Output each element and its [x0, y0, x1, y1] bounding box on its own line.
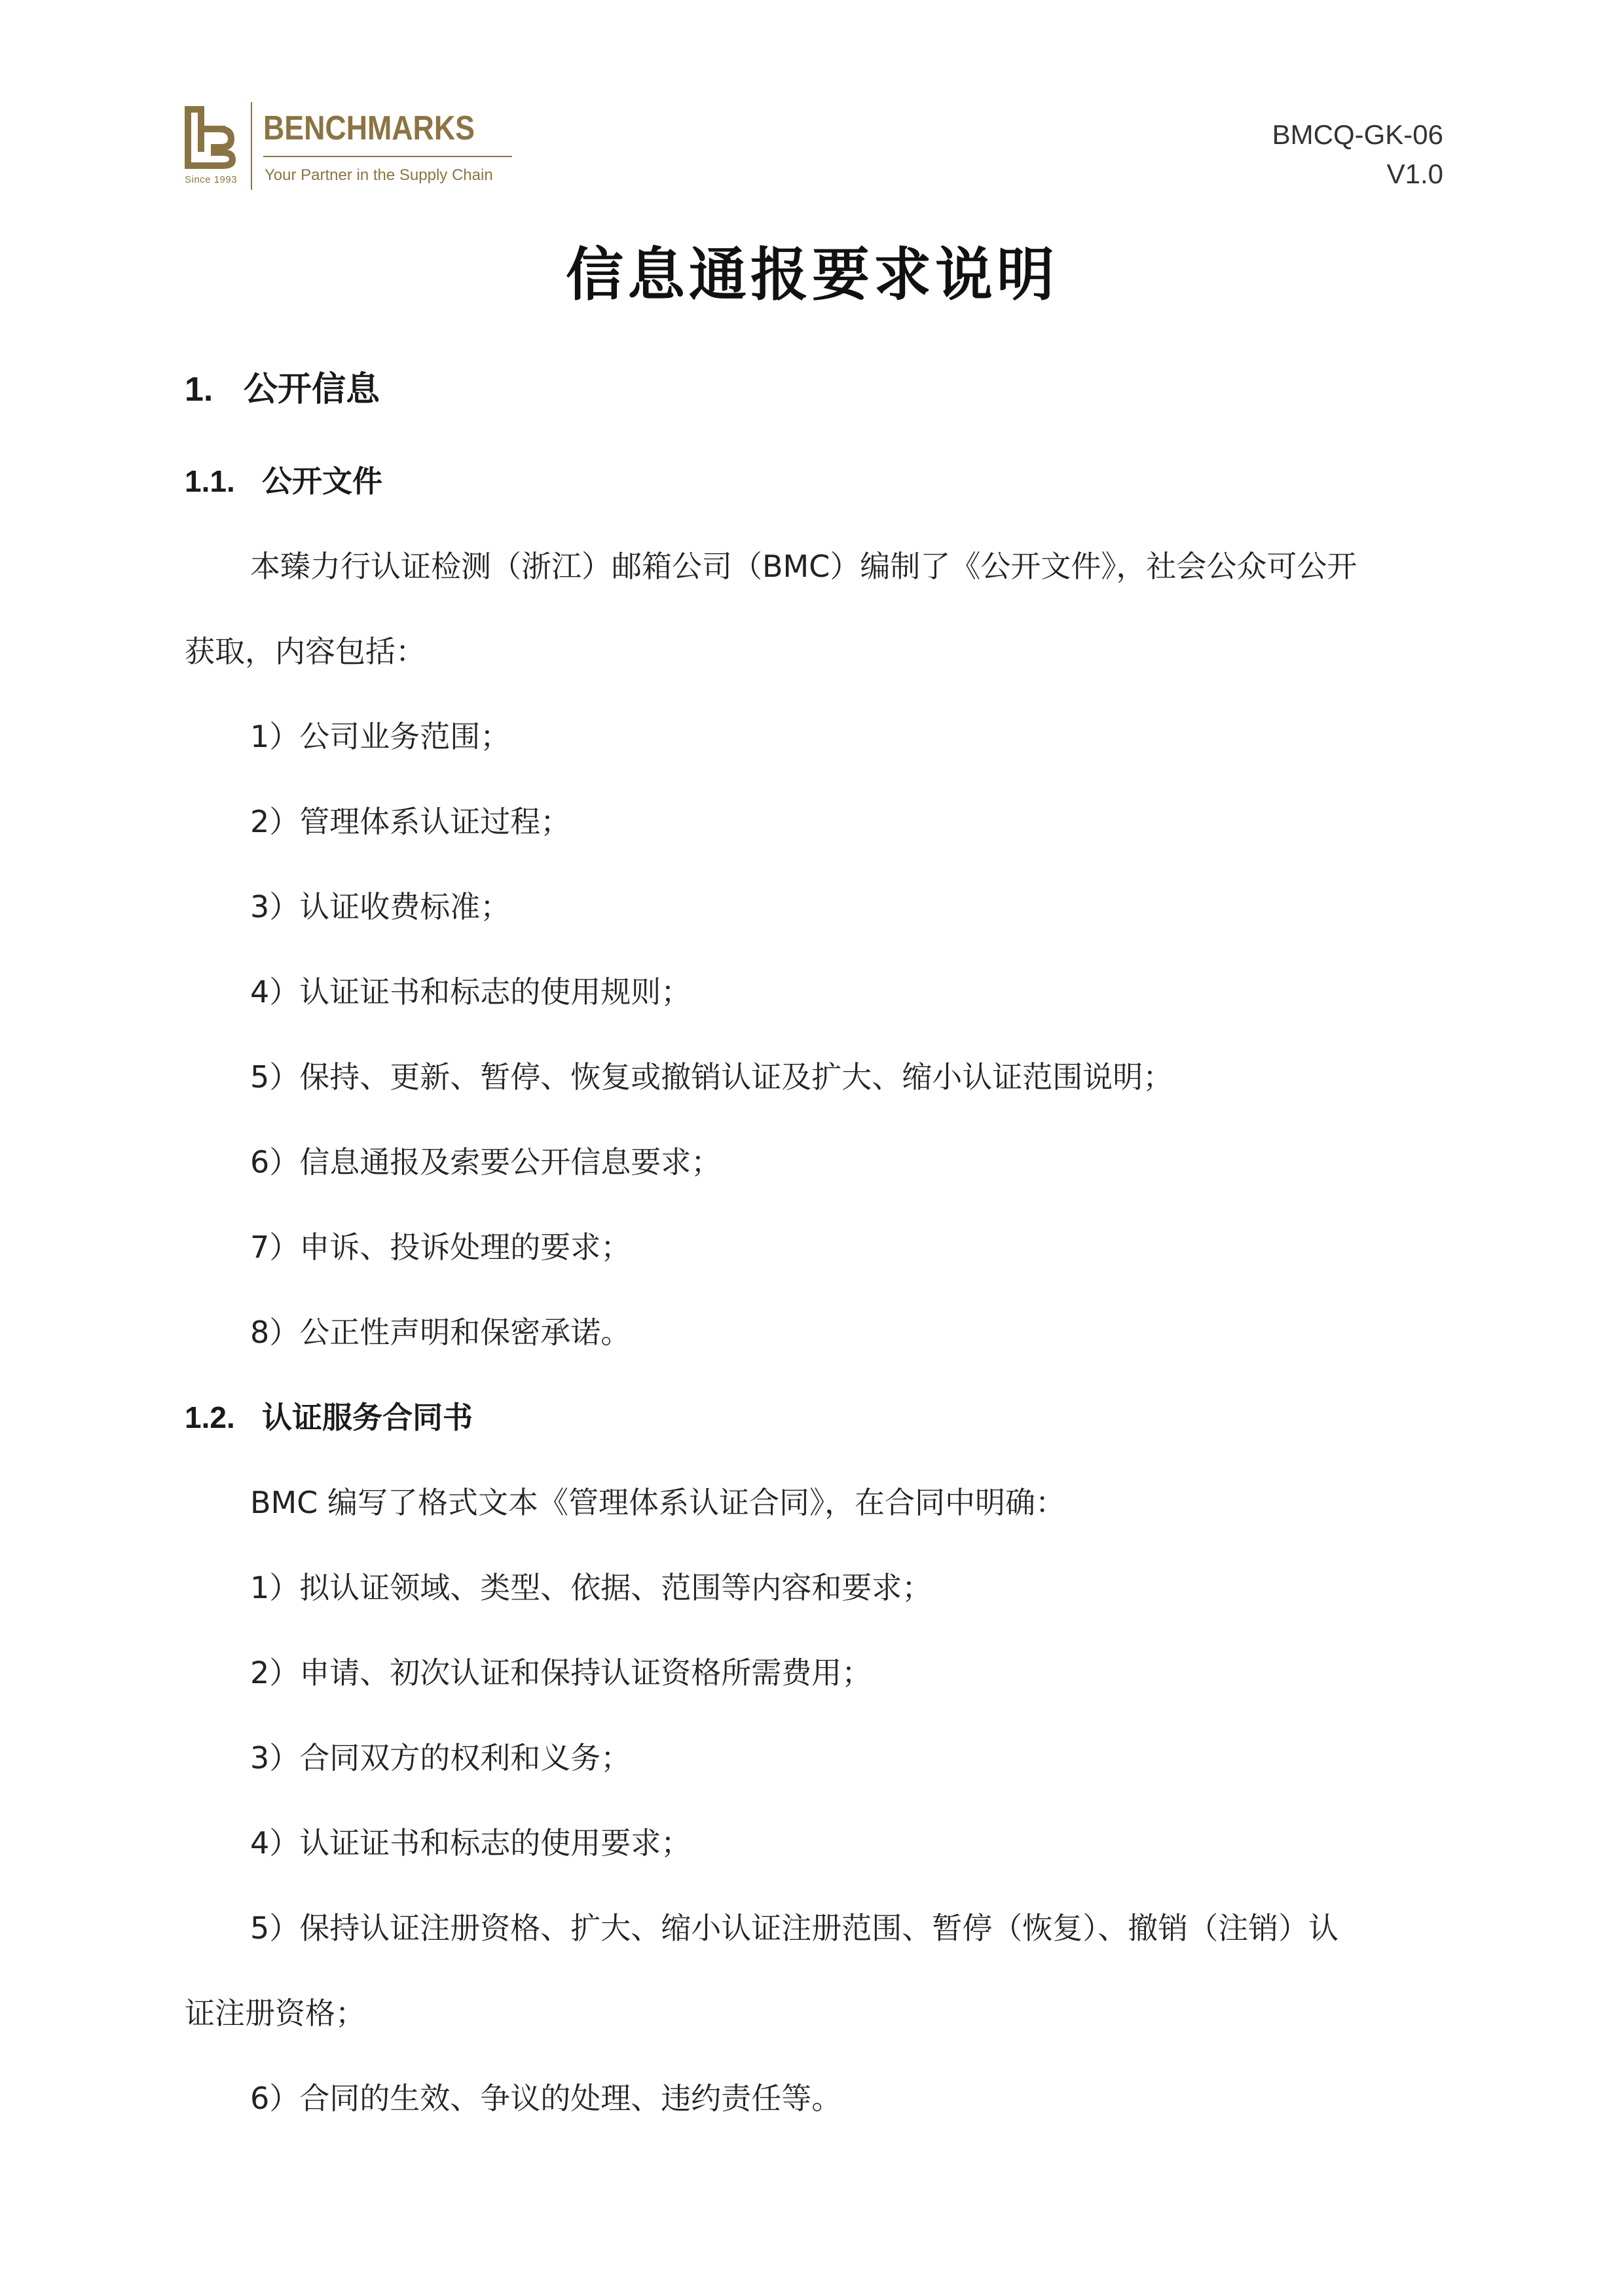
list-item: 7）申诉、投诉处理的要求； [250, 1230, 631, 1265]
list-item: 2）申请、初次认证和保持认证资格所需费用； [250, 1655, 872, 1690]
paragraph-line: 获取，内容包括： [185, 634, 426, 669]
list-item: 1）拟认证领域、类型、依据、范围等内容和要求； [250, 1570, 932, 1605]
document-title: 信息通报要求说明 [565, 241, 1058, 308]
list-item: 6）合同的生效、争议的处理、违约责任等。 [250, 2081, 842, 2116]
company-logo [185, 102, 519, 194]
list-item: 5）保持认证注册资格、扩大、缩小认证注册范围、暂停（恢复）、撤销（注销）认 [250, 1910, 1339, 1946]
section-heading-1-1 [185, 439, 1442, 524]
list-item: 6）信息通报及索要公开信息要求； [250, 1144, 722, 1180]
benchmarks-logo-icon [185, 106, 237, 169]
logo-company-name: BENCHMARKS [263, 109, 475, 147]
list-item-continuation: 证注册资格； [185, 1995, 365, 2031]
section-title: 认证服务合同书 [262, 1400, 473, 1435]
list-item: 8）公正性声明和保密承诺。 [250, 1315, 631, 1350]
list-item: 3）合同双方的权利和义务； [250, 1740, 631, 1776]
list-item: 2）管理体系认证过程； [250, 804, 571, 839]
logo-divider [251, 102, 252, 190]
paragraph-line: 本臻力行认证检测（浙江）邮箱公司（BMC）编制了《公开文件》，社会公众可公开 [250, 549, 1357, 584]
document-code: BMCQ-GK-06 [1272, 119, 1443, 150]
list-item: 1）公司业务范围； [250, 719, 511, 754]
logo-since-text: Since 1993 [185, 174, 238, 185]
logo-rule [263, 156, 512, 157]
section-number: 1.2. [185, 1400, 235, 1434]
logo-tagline: Your Partner in the Supply Chain [265, 166, 493, 184]
document-version: V1.0 [1386, 158, 1443, 189]
section-heading-1-2 [185, 1375, 1442, 1460]
list-item: 4）认证证书和标志的使用规则； [250, 974, 692, 1010]
section-title: 公开文件 [262, 464, 382, 499]
document-code-block [1272, 115, 1443, 194]
list-item: 3）认证收费标准； [250, 889, 511, 924]
list-item: 5）保持、更新、暂停、恢复或撤销认证及扩大、缩小认证范围说明； [250, 1059, 1173, 1095]
section-title: 公开信息 [244, 370, 380, 409]
section-number: 1.1. [185, 464, 235, 498]
paragraph-line: BMC 编写了格式文本《管理体系认证合同》，在合同中明确： [250, 1485, 1065, 1520]
section-heading-1 [185, 354, 1442, 439]
section-number: 1. [185, 371, 213, 409]
list-item: 4）认证证书和标志的使用要求； [250, 1825, 692, 1861]
document-body [185, 354, 1442, 2141]
